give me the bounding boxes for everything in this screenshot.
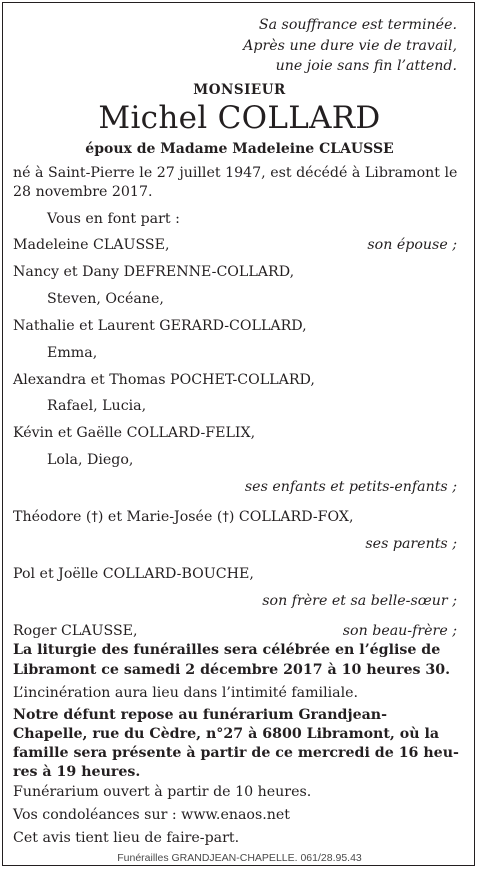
grandchildren-3: Rafael, Lucia, — [47, 398, 147, 414]
parents-line — [13, 508, 353, 527]
cross-icon: † — [91, 510, 98, 525]
spouse-name: Madeleine CLAUSSE, — [13, 237, 170, 253]
child-2: Nathalie et Laurent GERARD-COLLARD, — [13, 318, 307, 334]
parents-text-c: ) COLLARD-FOX, — [228, 509, 354, 525]
opening-hours: Funérarium ouvert à partir de 10 heures. — [13, 784, 312, 800]
sibling-role: son frère et sa belle-sœur ; — [262, 593, 457, 609]
funeral-home-line-1: Notre défunt repose au funérarium Grandjean- — [13, 707, 388, 723]
child-4: Kévin et Gaëlle COLLARD-FELIX, — [13, 425, 256, 441]
child-1: Nancy et Dany DEFRENNE-COLLARD, — [13, 264, 295, 280]
spouse-role: son épouse ; — [367, 237, 457, 253]
funeral-home-line-2: Chapelle, rue du Cèdre, n°27 à 6800 Libramont, où la — [13, 726, 440, 742]
quote-line-2: Après une dure vie de travail, — [243, 38, 457, 54]
inlaw-role: son beau-frère ; — [342, 623, 457, 639]
funeral-home-line-4: res à 19 heures. — [13, 764, 141, 780]
parents-text-a: Théodore ( — [13, 509, 92, 525]
spouse-line: époux de Madame Madeleine CLAUSSE — [85, 141, 394, 157]
liturgy-line-1: La liturgie des funérailles sera célébrée en l’église de — [13, 642, 441, 658]
grandchildren-2: Emma, — [47, 345, 98, 361]
deceased-name: Michel COLLARD — [98, 100, 381, 136]
grandchildren-4: Lola, Diego, — [47, 452, 134, 468]
children-role: ses enfants et petits-enfants ; — [244, 479, 457, 495]
announce-text: Vous en font part : — [47, 211, 180, 227]
funeral-home-line-3: famille sera présente à partir de ce mercredi de 16 heu- — [13, 745, 459, 761]
cross-icon: † — [222, 510, 229, 525]
birth-death-line-2: 28 novembre 2017. — [13, 184, 153, 200]
birth-death-line-1: né à Saint-Pierre le 27 juillet 1947, est décédé à Libramont le — [13, 165, 458, 181]
incineration-text: L’incinération aura lieu dans l’intimité familiale. — [13, 685, 359, 701]
footer-credit: Funérailles GRANDJEAN-CHAPELLE. 061/28.95.43 — [117, 852, 362, 864]
notice-text: Cet avis tient lieu de faire-part. — [13, 830, 240, 846]
parents-text-b: ) et Marie-Josée ( — [97, 509, 223, 525]
sibling: Pol et Joëlle COLLARD-BOUCHE, — [13, 566, 254, 582]
quote-line-3: une joie sans fin l’attend. — [275, 58, 457, 74]
condolences-text: Vos condoléances sur : www.enaos.net — [13, 807, 290, 823]
honorific-title: MONSIEUR — [193, 82, 286, 98]
inlaw: Roger CLAUSSE, — [13, 623, 138, 639]
child-3: Alexandra et Thomas POCHET-COLLARD, — [13, 372, 315, 388]
parents-role: ses parents ; — [365, 536, 457, 552]
grandchildren-1: Steven, Océane, — [47, 291, 164, 307]
liturgy-line-2: Libramont ce samedi 2 décembre 2017 à 10 heures 30. — [13, 662, 451, 678]
quote-line-1: Sa souffrance est terminée. — [258, 17, 457, 33]
